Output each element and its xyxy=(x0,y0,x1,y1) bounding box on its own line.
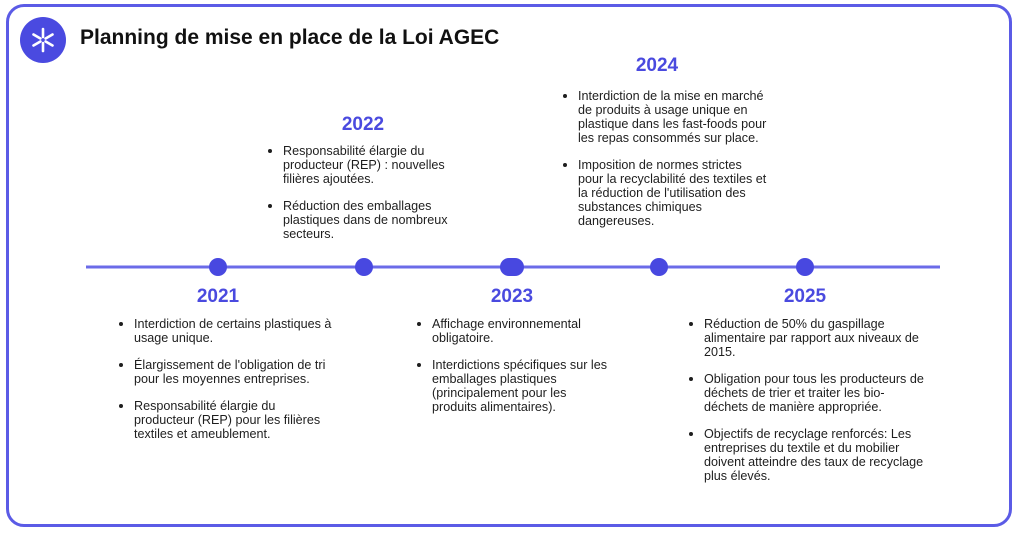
year-label-2022: 2022 xyxy=(341,114,385,135)
milestone-list-2024 xyxy=(560,89,770,241)
list-item: Interdiction de la mise en marché de produits à usage unique en plastique dans les fast-foods pour les repas consommés sur place. xyxy=(560,89,770,145)
year-label-2025: 2025 xyxy=(783,286,827,307)
brand-logo xyxy=(20,17,66,63)
list-item: Affichage environnemental obligatoire. xyxy=(414,317,614,345)
milestone-list-2022 xyxy=(265,144,465,254)
list-item: Imposition de normes strictes pour la recyclabilité des textiles et la réduction de l'utilisation des substances chimiques dangereuses. xyxy=(560,158,770,228)
list-item: Interdiction de certains plastiques à usage unique. xyxy=(116,317,336,345)
year-label-2023: 2023 xyxy=(490,286,534,307)
year-label-2024: 2024 xyxy=(635,55,679,76)
list-item: Objectifs de recyclage renforcés: Les entreprises du textile et du mobilier doivent atteindre des taux de recyclage plus élevés. xyxy=(686,427,926,483)
milestone-list-2021 xyxy=(116,317,336,454)
list-item: Élargissement de l'obligation de tri pour les moyennes entreprises. xyxy=(116,358,336,386)
list-item: Responsabilité élargie du producteur (REP) : nouvelles filières ajoutées. xyxy=(265,144,465,186)
list-item: Obligation pour tous les producteurs de déchets de trier et traiter les bio-déchets de manière appropriée. xyxy=(686,372,926,414)
list-item: Interdictions spécifiques sur les emballages plastiques (principalement pour les produits alimentaires). xyxy=(414,358,614,414)
year-label-2021: 2021 xyxy=(196,286,240,307)
page-title: Planning de mise en place de la Loi AGEC xyxy=(80,26,500,49)
list-item: Réduction de 50% du gaspillage alimentaire par rapport aux niveaux de 2015. xyxy=(686,317,926,359)
list-item: Réduction des emballages plastiques dans de nombreux secteurs. xyxy=(265,199,465,241)
milestone-list-2025 xyxy=(686,317,926,496)
list-item: Responsabilité élargie du producteur (REP) pour les filières textiles et ameublement. xyxy=(116,399,336,441)
milestone-list-2023 xyxy=(414,317,614,427)
asterisk-logo-icon xyxy=(29,26,57,54)
